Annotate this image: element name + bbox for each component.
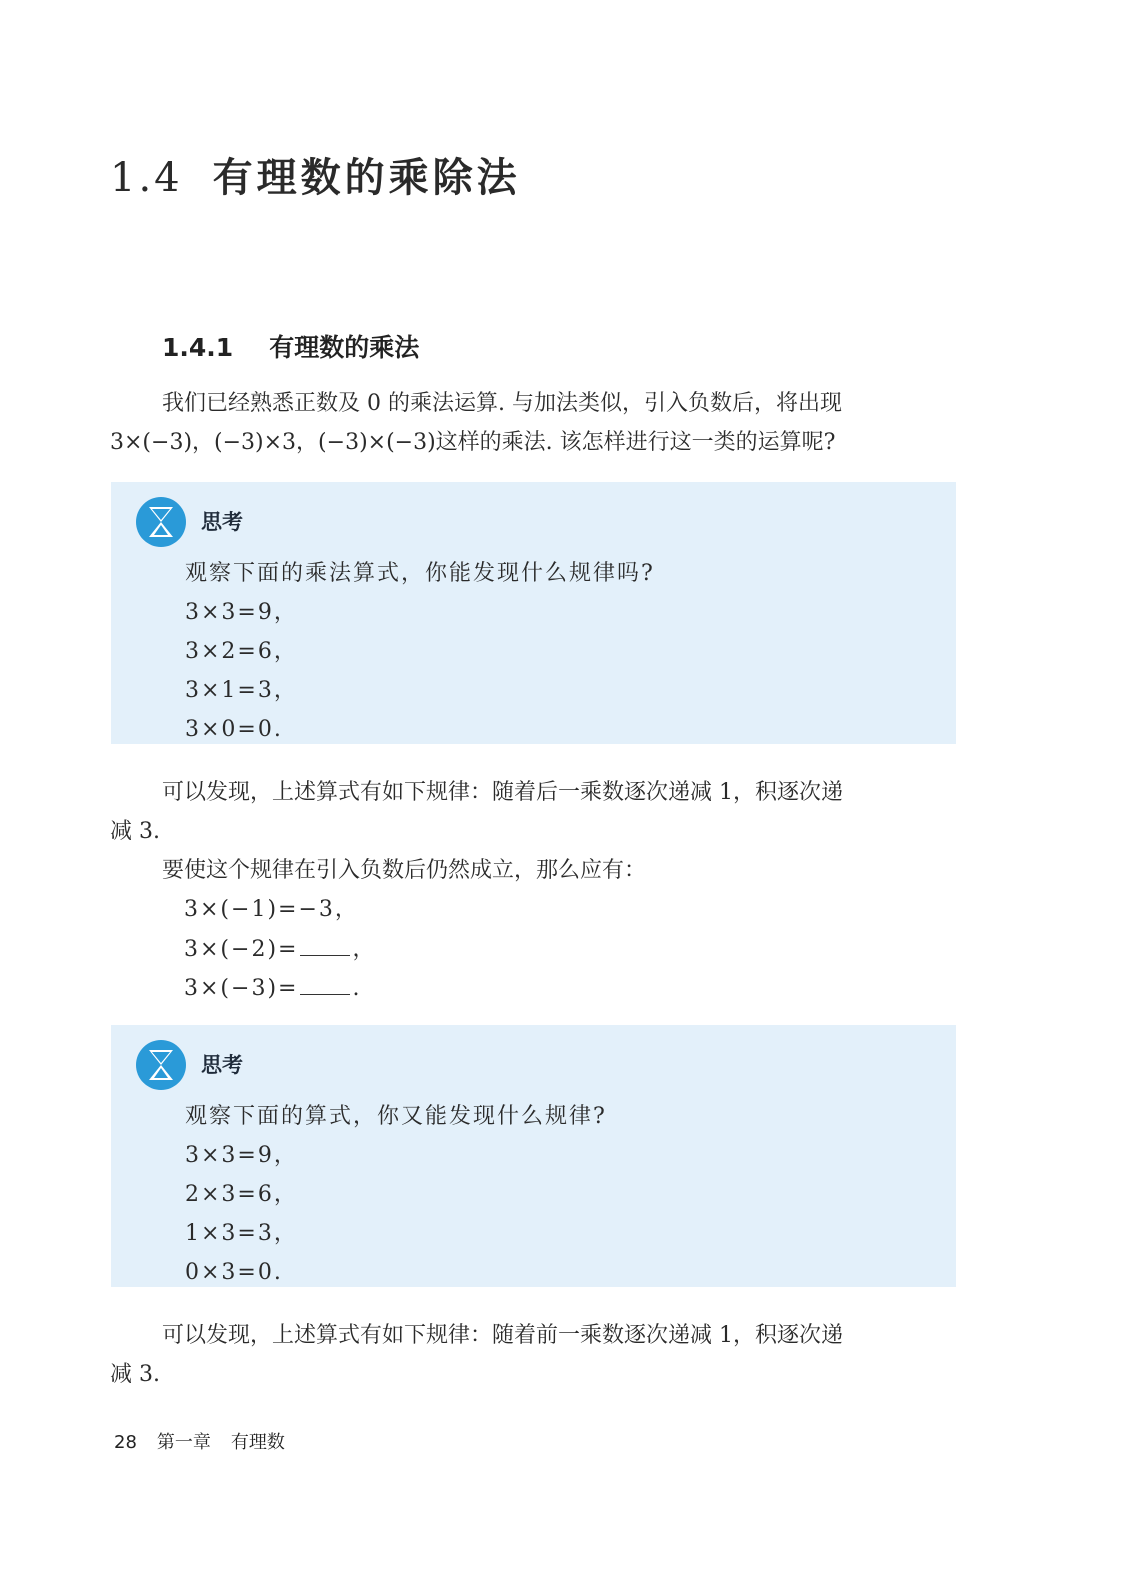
finding-2-line-2: 减 3. [110,1362,160,1387]
think-panel-1 [111,482,956,744]
think-equation: 1×3=3， [185,1221,298,1246]
think-label: 思考 [201,510,243,534]
section-number: 1.4 [110,155,183,201]
think-question: 观察下面的乘法算式，你能发现什么规律吗? [185,561,655,586]
think-label: 思考 [201,1053,243,1077]
hourglass-icon [135,1039,187,1091]
subsection-title [162,328,419,364]
think-equation: 3×2=6， [185,639,298,664]
finding-1-line-1: 可以发现，上述算式有如下规律：随着后一乘数逐次递减 1，积逐次递 [162,780,843,805]
chapter-label: 第一章 [156,1432,211,1453]
hourglass-icon [135,496,187,548]
think-equation: 3×3=9， [185,600,298,625]
subsection-title-text: 有理数的乘法 [269,333,420,362]
think-equation: 2×3=6， [185,1182,298,1207]
equation-2 [184,929,376,968]
answer-blank[interactable] [300,929,350,956]
equation-2-end: ， [352,937,377,962]
answer-blank[interactable] [300,968,350,995]
finding-2-line-1: 可以发现，上述算式有如下规律：随着前一乘数逐次递减 1，积逐次递 [162,1323,843,1348]
section-title [110,146,521,203]
think-content [185,1097,607,1292]
think-question: 观察下面的算式，你又能发现什么规律? [185,1104,607,1129]
think-equation: 3×0=0. [185,717,283,742]
think-content [185,554,655,749]
equation-1: 3×(−1)=−3， [184,897,359,922]
equation-2-left: 3×(−2)= [184,937,299,962]
requirement-text: 要使这个规律在引入负数后仍然成立，那么应有： [162,858,647,883]
think-equation: 3×1=3， [185,678,298,703]
page-number: 28 [114,1432,137,1453]
think-panel-2 [111,1025,956,1287]
think-equation: 3×3=9， [185,1143,298,1168]
equation-3-end: . [352,976,362,1001]
intro-line-2: 3×(−3)，(−3)×3，(−3)×(−3)这样的乘法. 该怎样进行这一类的运算呢? [110,430,836,455]
chapter-title: 有理数 [230,1432,285,1453]
think-equation: 0×3=0. [185,1260,283,1285]
finding-1-line-2: 减 3. [110,819,160,844]
equation-3-left: 3×(−3)= [184,976,299,1001]
section-title-text: 有理数的乘除法 [212,154,521,201]
page-footer [114,1428,285,1454]
subsection-number: 1.4.1 [162,333,234,362]
intro-line-1: 我们已经熟悉正数及 0 的乘法运算. 与加法类似，引入负数后，将出现 [162,391,842,416]
equation-list [184,890,376,1007]
equation-3 [184,968,376,1007]
